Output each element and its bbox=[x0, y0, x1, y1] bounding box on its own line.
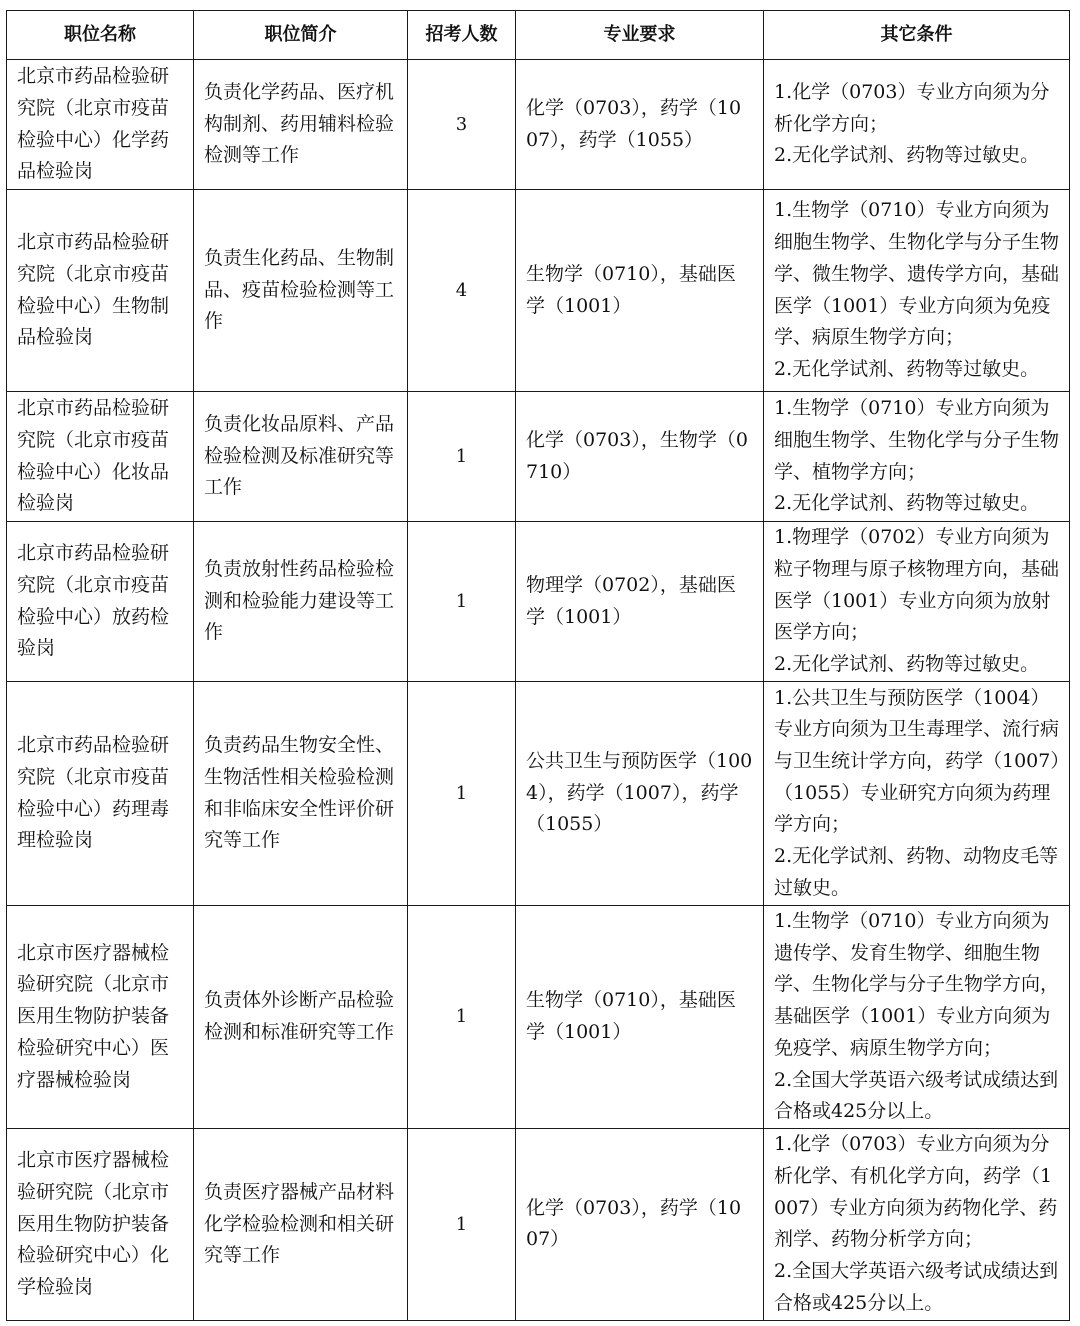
recruit-count: 3 bbox=[408, 60, 516, 190]
position-name: 北京市医疗器械检验研究院（北京市医用生物防护装备检验研究中心）化学检验岗 bbox=[7, 1128, 194, 1320]
header-other-conditions: 其它条件 bbox=[764, 11, 1070, 60]
condition-item: 2.全国大学英语六级考试成绩达到合格或425分以上。 bbox=[774, 1260, 1059, 1314]
condition-item: 2.无化学试剂、药物、动物皮毛等过敏史。 bbox=[774, 845, 1059, 899]
condition-item: 1.生物学（0710）专业方向须为细胞生物学、生物化学与分子生物学、微生物学、遗传学方向，基础医学（1001）专业方向须为免疫学、病原生物学方向； bbox=[774, 199, 1060, 349]
major-requirement: 化学（0703），药学（1007），药学（1055） bbox=[516, 60, 764, 190]
major-requirement: 化学（0703），生物学（0710） bbox=[516, 392, 764, 522]
major-requirement: 化学（0703），药学（1007） bbox=[516, 1128, 764, 1320]
recruitment-table bbox=[6, 10, 1070, 1321]
table-row bbox=[7, 906, 1070, 1129]
other-conditions bbox=[764, 60, 1070, 190]
position-intro: 负责药品生物安全性、生物活性相关检验检测和非临床安全性评价研究等工作 bbox=[194, 682, 408, 906]
position-name: 北京市药品检验研究院（北京市疫苗检验中心）药理毒理检验岗 bbox=[7, 682, 194, 906]
recruit-count: 1 bbox=[408, 906, 516, 1129]
other-conditions bbox=[764, 190, 1070, 392]
condition-item: 2.无化学试剂、药物等过敏史。 bbox=[774, 653, 1040, 676]
table-row bbox=[7, 190, 1070, 392]
position-intro: 负责生化药品、生物制品、疫苗检验检测等工作 bbox=[194, 190, 408, 392]
position-name: 北京市药品检验研究院（北京市疫苗检验中心）化学药品检验岗 bbox=[7, 60, 194, 190]
header-major-requirement: 专业要求 bbox=[516, 11, 764, 60]
recruit-count: 4 bbox=[408, 190, 516, 392]
condition-item: 2.无化学试剂、药物等过敏史。 bbox=[774, 492, 1040, 515]
header-recruit-count: 招考人数 bbox=[408, 11, 516, 60]
position-intro: 负责体外诊断产品检验检测和标准研究等工作 bbox=[194, 906, 408, 1129]
position-intro: 负责化妆品原料、产品检验检测及标准研究等工作 bbox=[194, 392, 408, 522]
condition-item: 1.化学（0703）专业方向须为分析化学、有机化学方向，药学（1007）专业方向须为药物化学、药剂学、药物分析学方向； bbox=[774, 1133, 1058, 1251]
table-row bbox=[7, 392, 1070, 522]
position-intro: 负责放射性药品检验检测和检验能力建设等工作 bbox=[194, 522, 408, 682]
major-requirement: 公共卫生与预防医学（1004），药学（1007），药学（1055） bbox=[516, 682, 764, 906]
condition-item: 1.生物学（0710）专业方向须为遗传学、发育生物学、细胞生物学、生物化学与分子生物学方向，基础医学（1001）专业方向须为免疫学、病原生物学方向； bbox=[774, 910, 1060, 1059]
major-requirement: 物理学（0702），基础医学（1001） bbox=[516, 522, 764, 682]
table-row bbox=[7, 522, 1070, 682]
header-position-intro: 职位简介 bbox=[194, 11, 408, 60]
condition-item: 2.全国大学英语六级考试成绩达到合格或425分以上。 bbox=[774, 1068, 1059, 1123]
other-conditions bbox=[764, 1128, 1070, 1320]
other-conditions bbox=[764, 392, 1070, 522]
other-conditions bbox=[764, 522, 1070, 682]
table-header-row bbox=[7, 11, 1070, 60]
condition-item: 1.物理学（0702）专业方向须为粒子物理与原子核物理方向，基础医学（1001）专业方向须为放射医学方向； bbox=[774, 526, 1060, 644]
condition-item: 1.生物学（0710）专业方向须为细胞生物学、生物化学与分子生物学、植物学方向； bbox=[774, 397, 1060, 483]
position-name: 北京市药品检验研究院（北京市疫苗检验中心）放药检验岗 bbox=[7, 522, 194, 682]
major-requirement: 生物学（0710），基础医学（1001） bbox=[516, 190, 764, 392]
major-requirement: 生物学（0710），基础医学（1001） bbox=[516, 906, 764, 1129]
condition-item: 2.无化学试剂、药物等过敏史。 bbox=[774, 357, 1040, 380]
position-name: 北京市医疗器械检验研究院（北京市医用生物防护装备检验研究中心）医疗器械检验岗 bbox=[7, 906, 194, 1129]
other-conditions bbox=[764, 906, 1070, 1129]
table-row bbox=[7, 682, 1070, 906]
recruit-count: 1 bbox=[408, 522, 516, 682]
condition-item: 1.化学（0703）专业方向须为分析化学方向； bbox=[774, 80, 1050, 135]
other-conditions bbox=[764, 682, 1070, 906]
position-intro: 负责化学药品、医疗机构制剂、药用辅料检验检测等工作 bbox=[194, 60, 408, 190]
position-intro: 负责医疗器械产品材料化学检验检测和相关研究等工作 bbox=[194, 1128, 408, 1320]
position-name: 北京市药品检验研究院（北京市疫苗检验中心）化妆品检验岗 bbox=[7, 392, 194, 522]
table-row bbox=[7, 1128, 1070, 1320]
header-position-name: 职位名称 bbox=[7, 11, 194, 60]
condition-item: 2.无化学试剂、药物等过敏史。 bbox=[774, 144, 1040, 167]
recruit-count: 1 bbox=[408, 1128, 516, 1320]
recruit-count: 1 bbox=[408, 682, 516, 906]
recruit-count: 1 bbox=[408, 392, 516, 522]
table-row bbox=[7, 60, 1070, 190]
condition-item: 1.公共卫生与预防医学（1004）专业方向须为卫生毒理学、流行病与卫生统计学方向，药学（1007）（1055）专业研究方向须为药理学方向； bbox=[774, 686, 1060, 836]
position-name: 北京市药品检验研究院（北京市疫苗检验中心）生物制品检验岗 bbox=[7, 190, 194, 392]
